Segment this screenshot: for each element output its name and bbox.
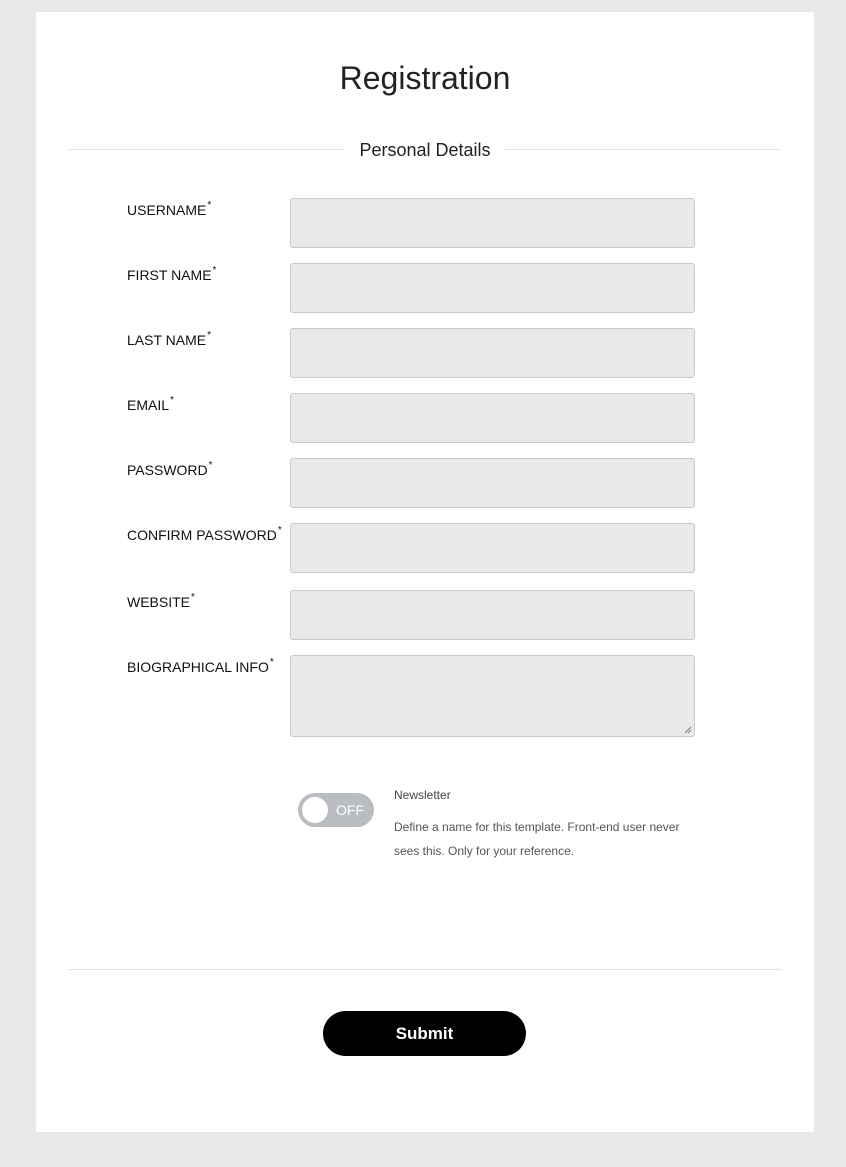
required-mark: * [212,265,217,276]
last-name-label: LAST NAME* [127,330,212,348]
required-mark: * [207,330,212,341]
website-input[interactable] [290,590,695,640]
required-mark: * [207,200,212,211]
username-input[interactable] [290,198,695,248]
toggle-knob [302,797,328,823]
toggle-state-text: OFF [336,802,364,818]
required-mark: * [170,395,174,406]
biographical-info-textarea[interactable] [290,655,695,737]
first-name-label: FIRST NAME* [127,265,217,283]
registration-card [36,12,814,1132]
page-title: Registration [339,60,511,96]
required-mark: * [277,525,282,536]
website-label: WEBSITE* [127,592,195,610]
footer-divider [68,969,781,970]
newsletter-toggle[interactable] [298,793,374,827]
first-name-input[interactable] [290,263,695,313]
section-title: Personal Details [345,139,505,161]
required-mark: * [208,460,213,471]
submit-button[interactable]: Submit [323,1011,526,1056]
password-input[interactable] [290,458,695,508]
newsletter-description: Define a name for this template. Front-end user never sees this. Only for your reference. [394,820,680,858]
email-label: EMAIL* [127,395,174,413]
username-label: USERNAME* [127,200,212,218]
last-name-input[interactable] [290,328,695,378]
password-label: PASSWORD* [127,460,213,478]
confirm-password-input[interactable] [290,523,695,573]
required-mark: * [269,657,274,668]
resize-grip-icon[interactable] [684,726,692,734]
confirm-password-label: CONFIRM PASSWORD* [127,525,282,543]
biographical-info-label: BIOGRAPHICAL INFO* [127,657,274,675]
newsletter-label: Newsletter [394,788,451,802]
email-input[interactable] [290,393,695,443]
required-mark: * [191,592,195,603]
